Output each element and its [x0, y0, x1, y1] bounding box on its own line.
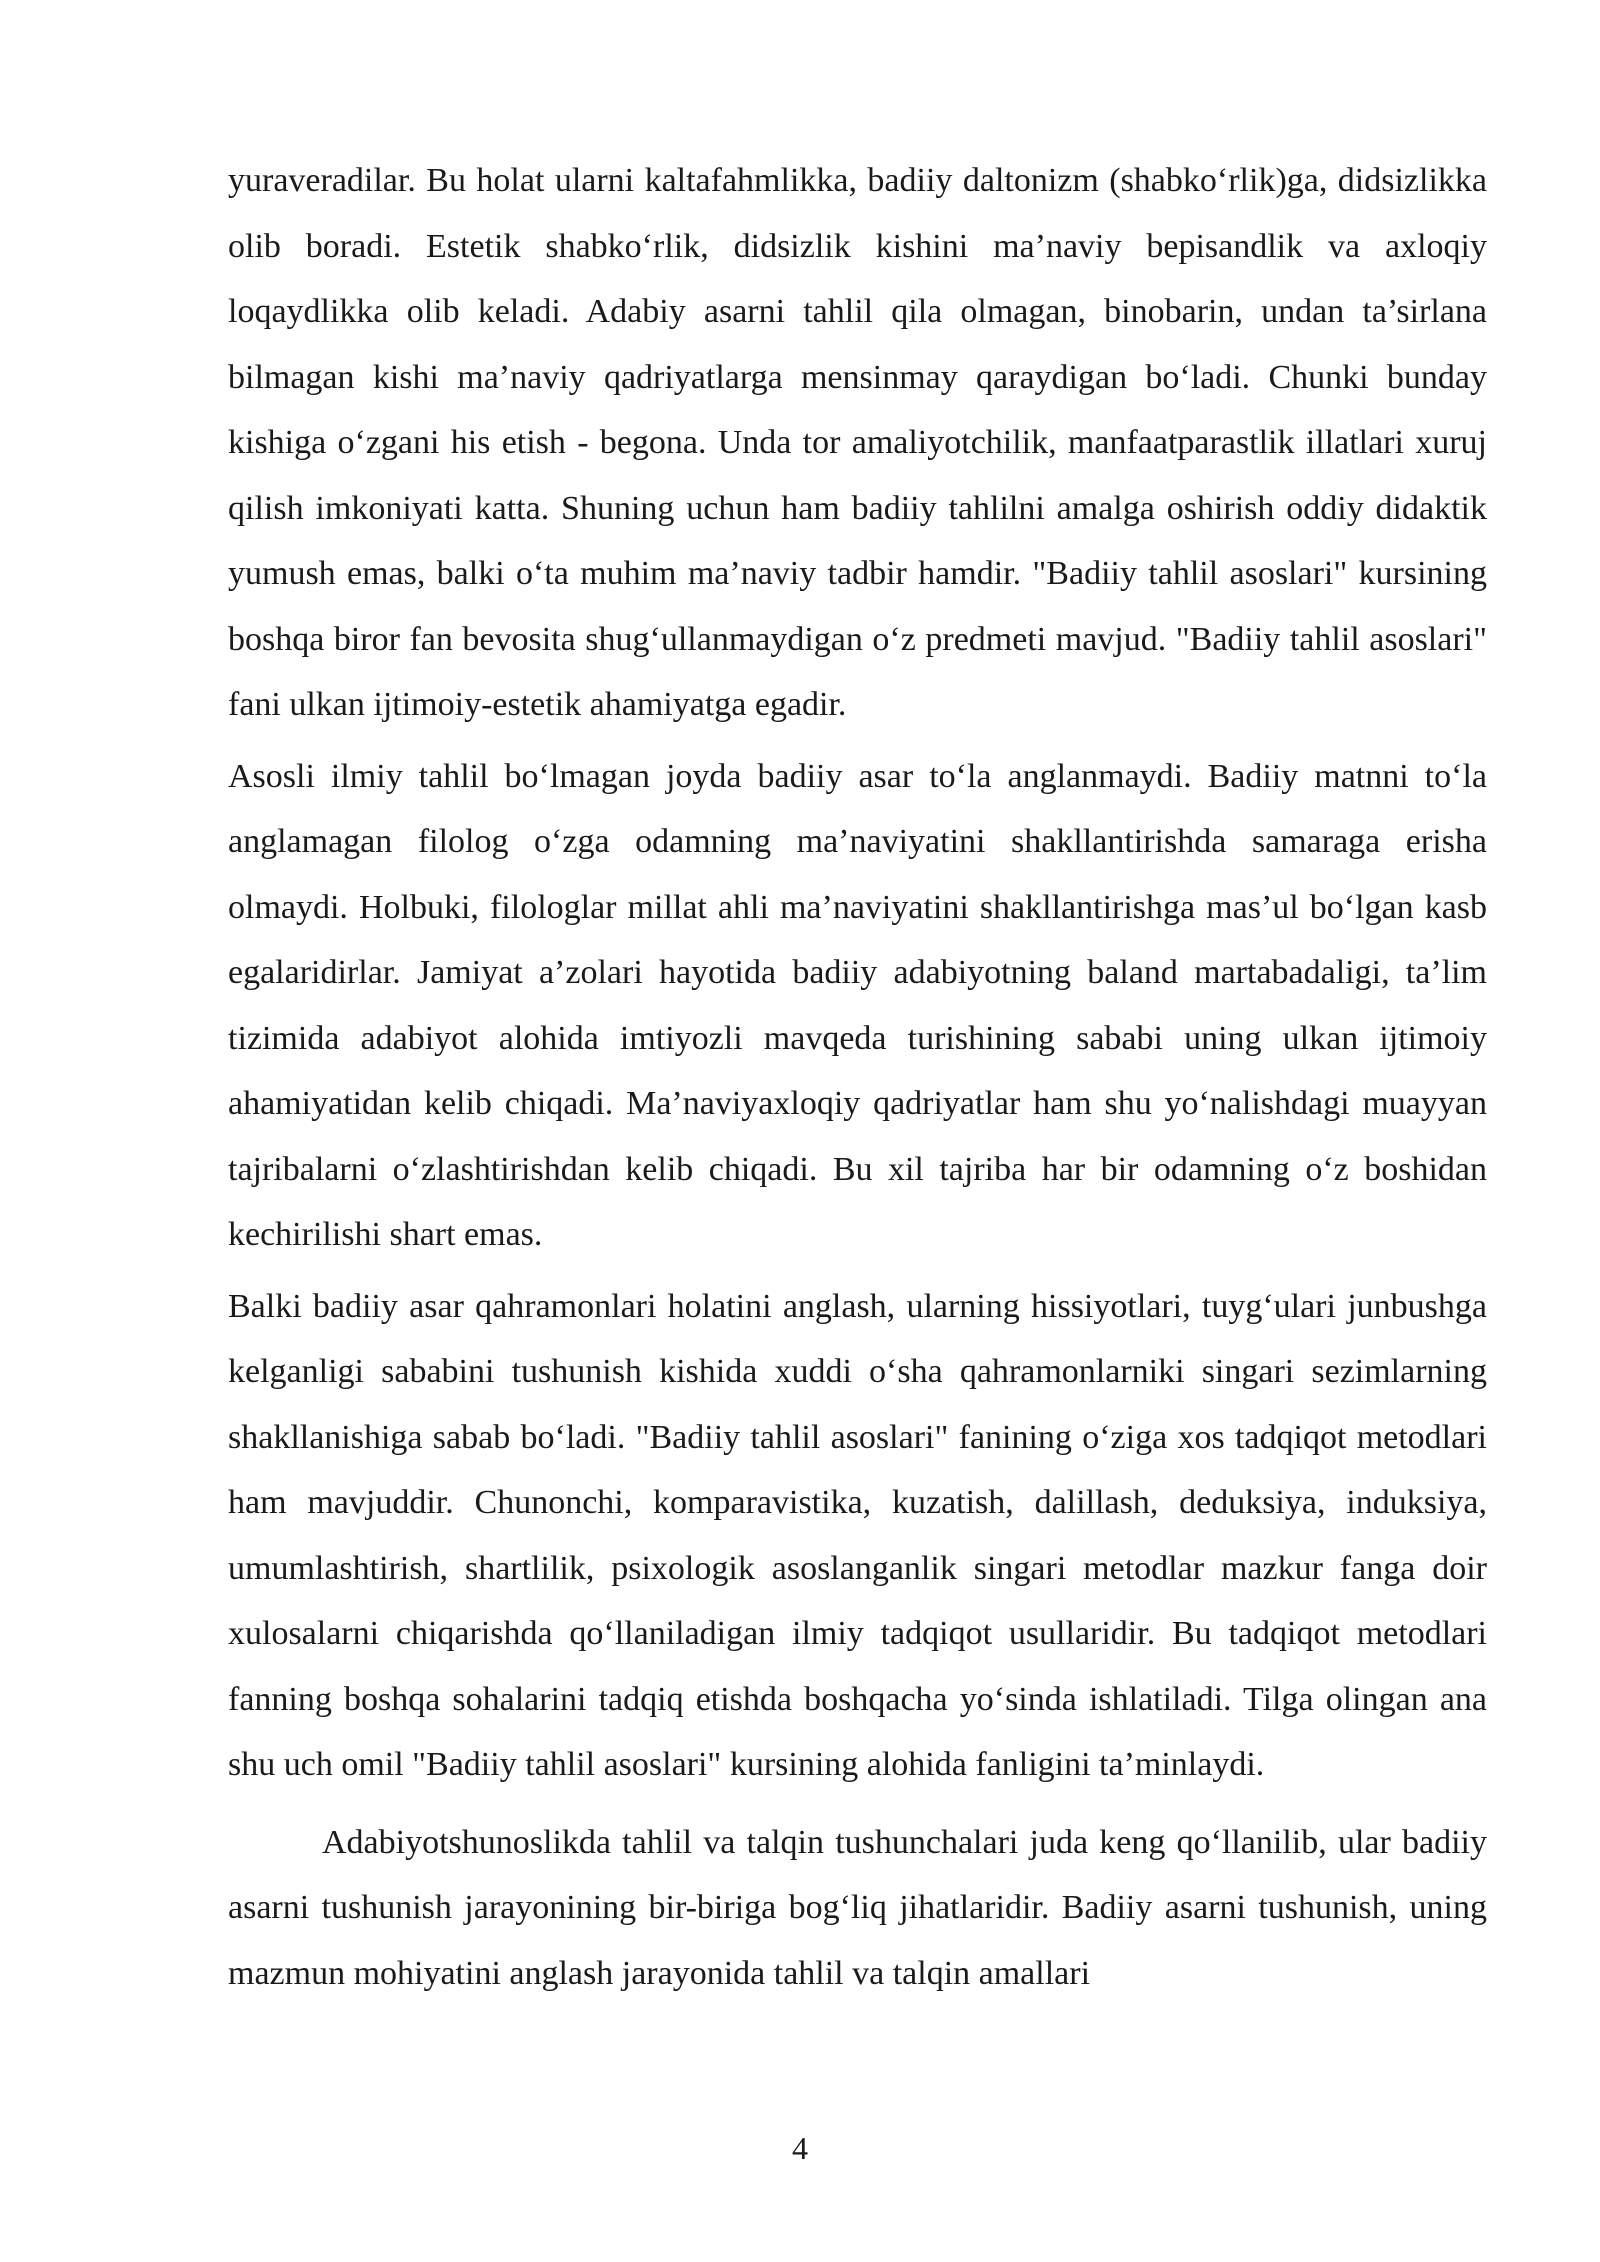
page-number: 4: [792, 2130, 808, 2166]
document-body: [228, 148, 1487, 2006]
paragraph-4: Adabiyotshunoslikda tahlil va talqin tushunchalari juda keng qo‘llanilib, ular badiiy asarni tushunish jarayonining bir-biriga bog‘liq jihatlaridir. Badiiy asarni tushunish, uning mazmun mohiyatini anglash jarayonida tahlil va talqin amallari: [228, 1823, 1487, 1992]
paragraph-1: yuraveradilar. Bu holat ularni kaltafahmlikka, badiiy daltonizm (shabko‘rlik)ga, didsizlikka olib boradi. Estetik shabko‘rlik, didsizlik kishini ma’naviy bepisandlik va axloqiy loqaydlikka olib keladi. Adabiy asarni tahlil qila olmagan, binobarin, undan ta’sirlana bilmagan kishi ma’naviy qadriyatlarga mensinmay qaraydigan bo‘ladi. Chunki bunday kishiga o‘zgani his etish - begona. Unda tor amaliyotchilik, manfaatparastlik illatlari xuruj qilish imkoniyati katta. Shuning uchun ham badiiy tahlilni amalga oshirish oddiy didaktik yumush emas, balki o‘ta muhim ma’naviy tadbir hamdir. "Badiiy tahlil asoslari" kursining boshqa biror fan bevosita shug‘ullanmaydigan o‘z predmeti mavjud. "Badiiy tahlil asoslari" fani ulkan ijtimoiy-estetik ahamiyatga egadir.: [228, 162, 1487, 723]
paragraph-3: Balki badiiy asar qahramonlari holatini anglash, ularning hissiyotlari, tuyg‘ulari junbushga kelganligi sababini tushunish kishida xuddi o‘sha qahramonlarniki singari sezimlarning shakllanishiga sabab bo‘ladi. "Badiiy tahlil asoslari" fanining o‘ziga xos tadqiqot metodlari ham mavjuddir. Chunonchi, komparavistika, kuzatish, dalillash, deduksiya, induksiya, umumlashtirish, shartlilik, psixologik asoslanganlik singari metodlar mazkur fanga doir xulosalarni chiqarishda qo‘llaniladigan ilmiy tadqiqot usullaridir. Bu tadqiqot metodlari fanning boshqa sohalarini tadqiq etishda boshqacha yo‘sinda ishlatiladi. Tilga olingan ana shu uch omil "Badiiy tahlil asoslari" kursining alohida fanligini ta’minlaydi.: [228, 1287, 1487, 1783]
paragraph-2: Asosli ilmiy tahlil bo‘lmagan joyda badiiy asar to‘la anglanmaydi. Badiiy matnni to‘la anglamagan filolog o‘zga odamning ma’naviyatini shakllantirishda samaraga erisha olmaydi. Holbuki, filologlar millat ahli ma’naviyatini shakllantirishga mas’ul bo‘lgan kasb egalaridirlar. Jamiyat a’zolari hayotida badiiy adabiyotning baland martabadaligi, ta’lim tizimida adabiyot alohida imtiyozli mavqeda turishining sababi uning ulkan ijtimoiy ahamiyatidan kelib chiqadi. Ma’naviyaxloqiy qadriyatlar ham shu yo‘nalishdagi muayyan tajribalarni o‘zlashtirishdan kelib chiqadi. Bu xil tajriba har bir odamning o‘z boshidan kechirilishi shart emas.: [228, 757, 1487, 1253]
